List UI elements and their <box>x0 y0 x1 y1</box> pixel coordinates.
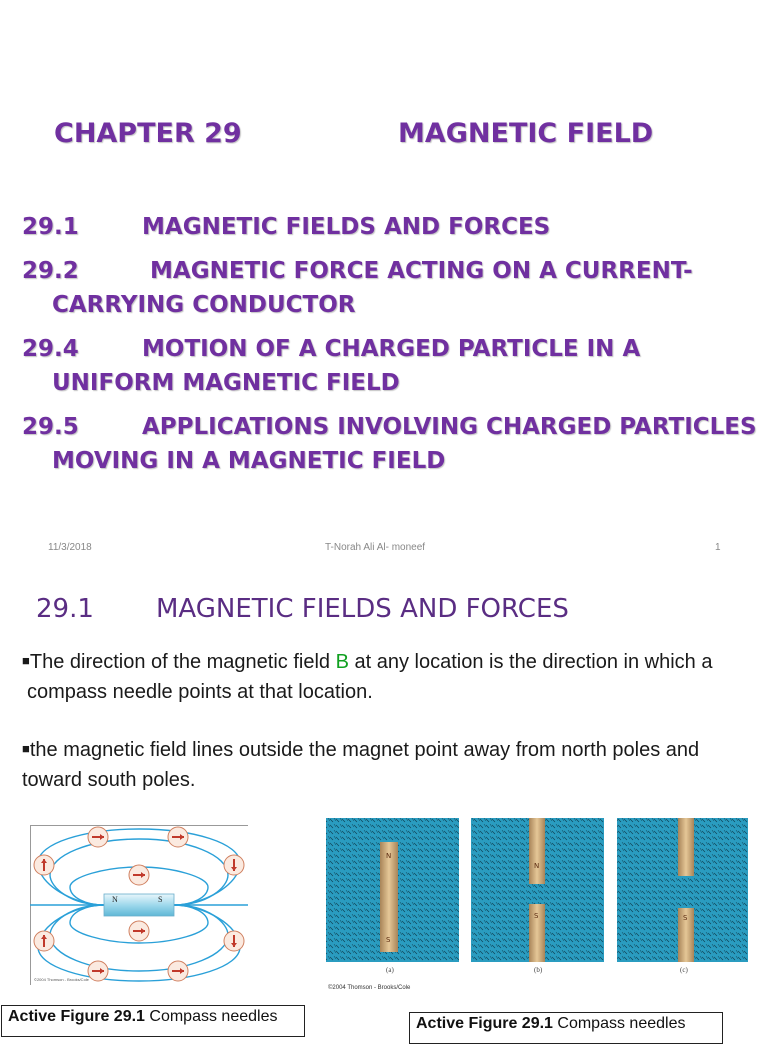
title-number: 29.1 <box>36 594 94 624</box>
section-title: MOTION OF A CHARGED PARTICLE IN A <box>142 336 641 362</box>
pole-label: N <box>386 852 392 860</box>
section-29-2 <box>22 254 762 322</box>
bullet-text: The direction of the magnetic field <box>29 651 336 673</box>
caption-figure-label: Active Figure 29.1 <box>8 1008 145 1025</box>
section-title: APPLICATIONS INVOLVING CHARGED PARTICLES <box>142 414 757 440</box>
caption-text: Compass needles <box>552 1015 686 1032</box>
photo-panel-c <box>617 818 748 962</box>
panel-label-c: (c) <box>680 966 688 974</box>
pole-label: S <box>386 936 391 944</box>
section-title: MAGNETIC FIELDS AND FORCES <box>142 214 551 240</box>
caption-figure-label: Active Figure 29.1 <box>416 1015 553 1032</box>
figure-credit: ©2004 Thomson - Brooks/Cole <box>34 977 89 982</box>
bullet-square-icon: ■ <box>22 741 30 756</box>
pole-label: S <box>683 914 688 922</box>
slide-2-title <box>36 594 569 624</box>
caption-right <box>409 1012 723 1044</box>
bullet-field-lines <box>22 734 762 795</box>
footer-date: 11/3/2018 <box>48 542 92 553</box>
section-29-5 <box>22 410 762 478</box>
section-29-1 <box>22 210 762 244</box>
chapter-title: MAGNETIC FIELD <box>398 118 654 149</box>
iron-filings-photos <box>324 818 750 994</box>
title-text: MAGNETIC FIELDS AND FORCES <box>156 594 569 624</box>
panel-label-b: (b) <box>534 966 543 974</box>
section-title: MAGNETIC FORCE ACTING ON A CURRENT- <box>142 258 693 284</box>
bullet-text: the magnetic field lines outside the magnet point away from north poles and <box>29 739 700 761</box>
bullet-field-direction <box>22 646 762 707</box>
bullet-text-cont: at any location is the direction in which a <box>348 651 713 673</box>
footer-page-number: 1 <box>715 542 721 553</box>
section-number: 29.1 <box>22 214 79 240</box>
photo-panel-b <box>471 818 604 962</box>
chapter-label: CHAPTER 29 <box>54 118 242 149</box>
bullet-text-line2: toward south poles. <box>22 769 196 791</box>
section-number: 29.5 <box>22 414 79 440</box>
figure-credit: ©2004 Thomson - Brooks/Cole <box>328 985 411 991</box>
panel-label-a: (a) <box>386 966 394 974</box>
footer-author: T-Norah Ali Al- moneef <box>325 542 426 553</box>
section-number: 29.4 <box>22 336 79 362</box>
pole-label: N <box>534 862 540 870</box>
caption-text: Compass needles <box>144 1008 278 1025</box>
section-title-cont: CARRYING CONDUCTOR <box>52 292 356 318</box>
photo-panel-a <box>326 818 459 962</box>
pole-label: S <box>534 912 539 920</box>
section-title-cont: UNIFORM MAGNETIC FIELD <box>52 370 400 396</box>
south-pole-label: S <box>158 895 163 904</box>
bullet-text-line2: compass needle points at that location. <box>27 681 373 703</box>
field-symbol-b: B <box>335 651 349 673</box>
section-title-cont: MOVING IN A MAGNETIC FIELD <box>52 448 446 474</box>
section-number: 29.2 <box>22 258 79 284</box>
north-pole-label: N <box>112 895 118 904</box>
section-29-4 <box>22 332 762 400</box>
bar-magnet-compass-figure <box>30 825 248 985</box>
bullet-square-icon: ■ <box>22 653 30 668</box>
caption-left <box>1 1005 305 1037</box>
